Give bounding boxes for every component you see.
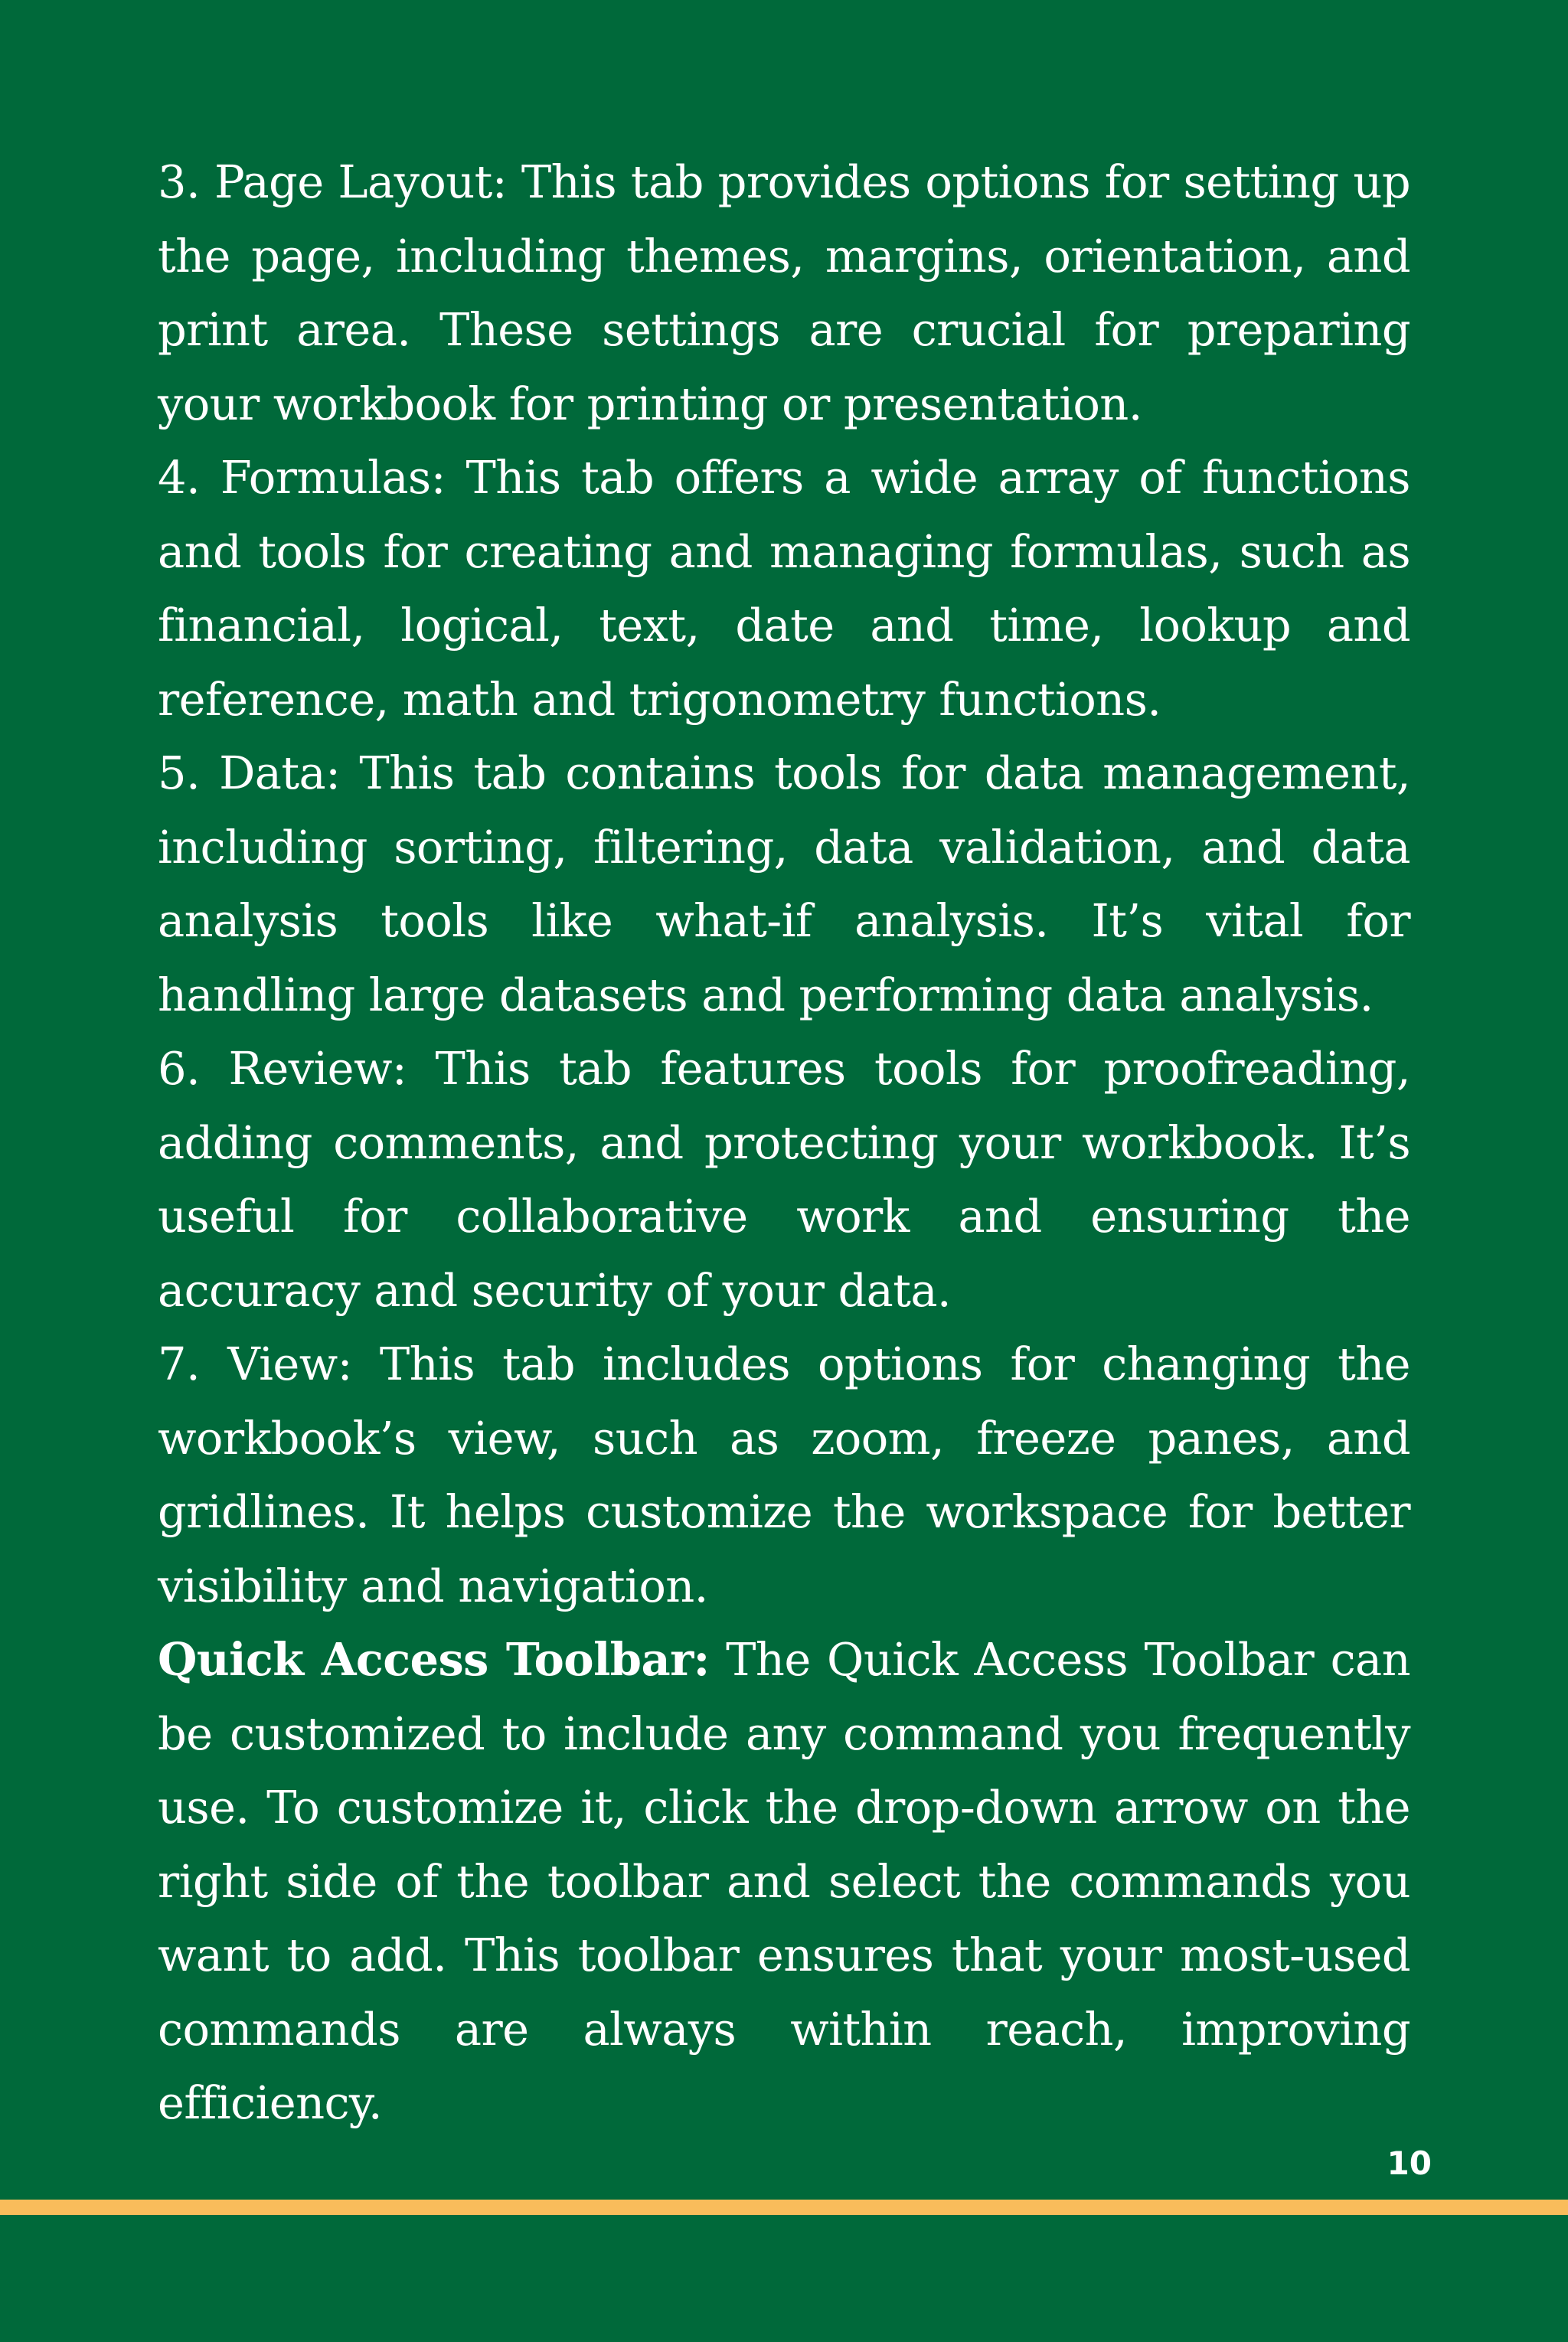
page-body: [158, 145, 1410, 2141]
paragraph-data: 5. Data: This tab contains tools for data management, including sorting, filtering, data validation, and data analysis tools like what-if analysis. It’s vital for handling large datasets and performing data analysis.: [158, 746, 1410, 1021]
quick-access-text: The Quick Access Toolbar can be customized to include any command you frequently use. To customize it, click the drop-down arrow on the right side of the toolbar and select the commands you want to add. This toolbar ensures that your most-used commands are always within reach, improving efficiency.: [158, 1633, 1410, 2129]
paragraph-quick-access-toolbar: [158, 1623, 1410, 2141]
footer-accent-rule: [0, 2200, 1568, 2215]
paragraph-page-layout: 3. Page Layout: This tab provides options for setting up the page, including themes, margins, orientation, and print area. These settings are crucial for preparing your workbook for printing or presentation.: [158, 155, 1410, 430]
quick-access-heading: Quick Access Toolbar:: [158, 1633, 710, 1686]
paragraph-view: 7. View: This tab includes options for changing the workbook’s view, such as zoom, freeze panes, and gridlines. It helps customize the workspace for better visibility and navigation.: [158, 1338, 1410, 1612]
paragraph-review: 6. Review: This tab features tools for proofreading, adding comments, and protecting your workbook. It’s useful for collaborative work and ensuring the accuracy and security of your data.: [158, 1042, 1410, 1317]
paragraph-formulas: 4. Formulas: This tab offers a wide array of functions and tools for creating and managing formulas, such as financial, logical, text, date and time, lookup and reference, math and trigonometry functions.: [158, 451, 1410, 726]
page-number: 10: [1387, 2144, 1432, 2182]
